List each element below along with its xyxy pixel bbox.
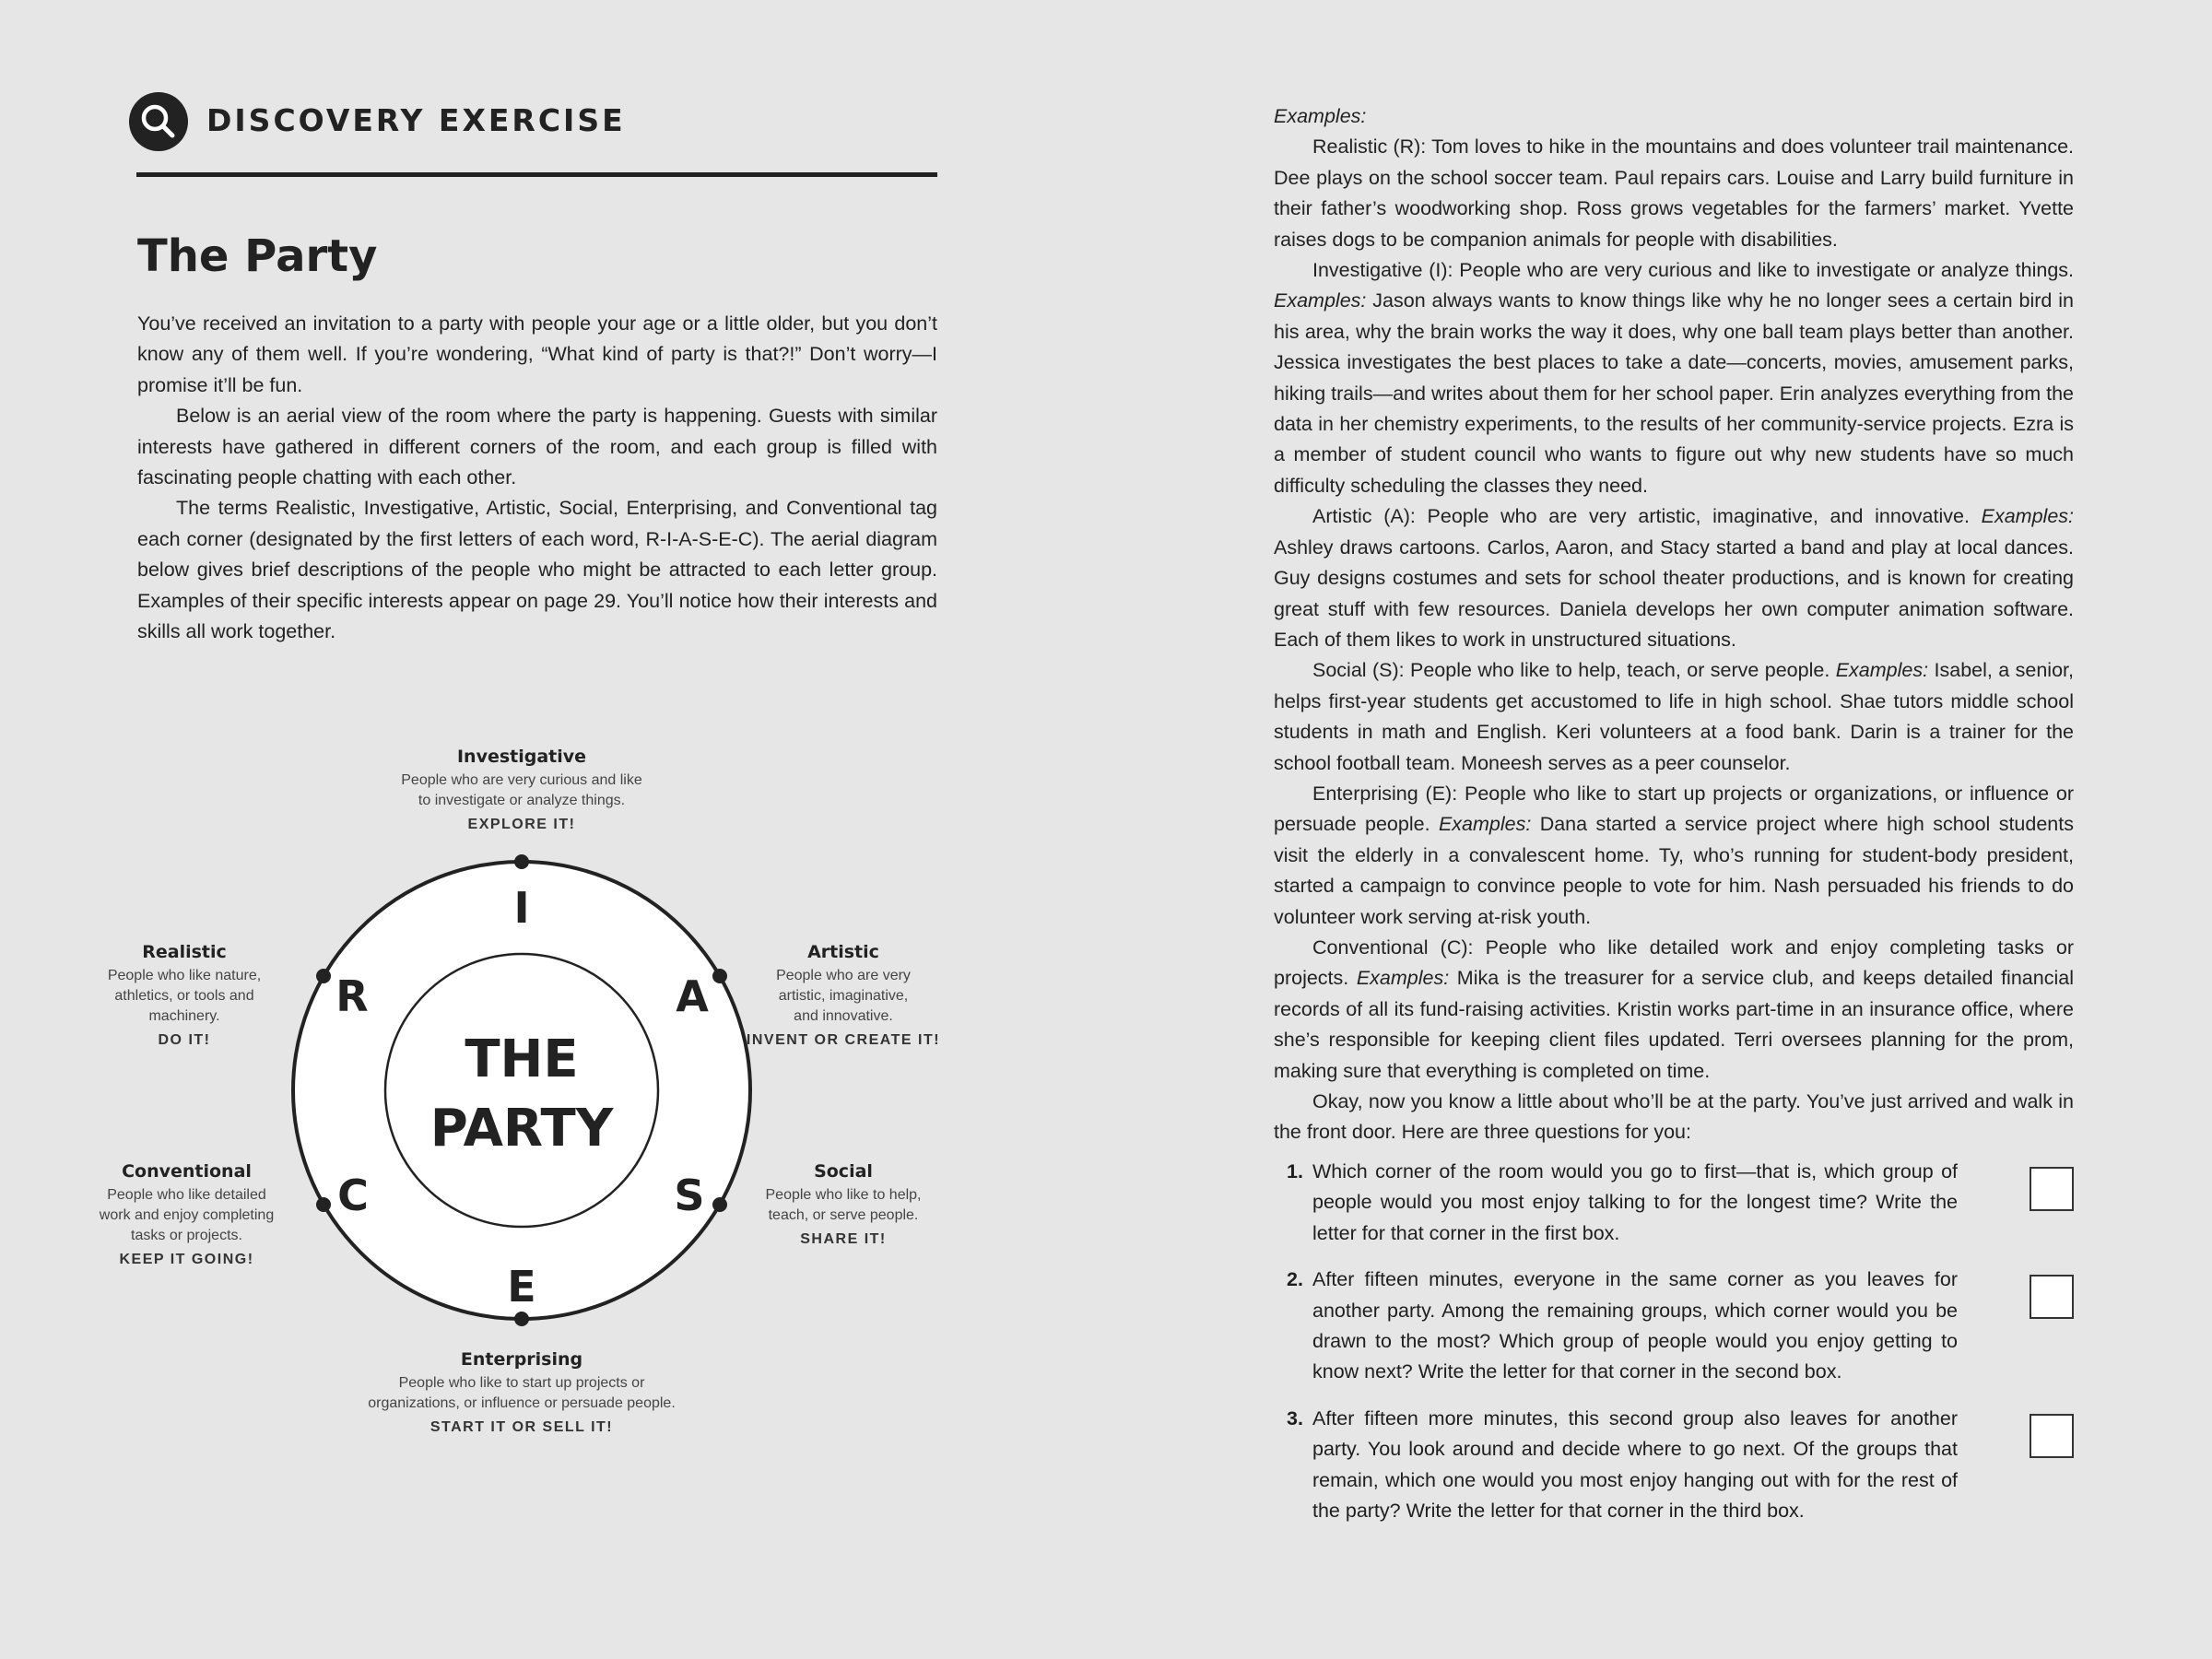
letter-a: A xyxy=(676,971,709,1021)
page-title: The Party xyxy=(137,230,378,282)
label-realistic xyxy=(88,942,281,1049)
artistic-examples-lead: Artistic (A): People who are very artistic, imaginative, and innovative. xyxy=(1312,505,1970,528)
enterprising-examples-lead: Enterprising (E): People who like to start up projects or organizations, or influence or persuade people. xyxy=(1274,782,2074,836)
letter-i: I xyxy=(513,883,530,933)
ring-dot-r xyxy=(316,969,331,983)
artistic-title: Artistic xyxy=(807,942,879,962)
conventional-examples-label: Examples: xyxy=(1356,967,1450,990)
artistic-examples-label: Examples: xyxy=(1981,505,2074,528)
social-examples xyxy=(1274,655,2074,779)
investigative-examples-body: Jason always wants to know things like why he no longer sees a certain bird in his area, why the brain works the way it does, why one ball team plays better than another. Jessica investigates the best places to take a date—concerts, movies, amusement parks, hiking trails—and writes about them for her school paper. Erin analyzes everything from the data in her chemistry experiments, to the results of her community-service projects. Ezra is a member of student council who wants to figure out why new students have so much difficulty scheduling the classes they need. xyxy=(1274,289,2074,497)
enterprising-desc-1: People who like to start up projects or xyxy=(398,1375,645,1391)
social-desc-2: teach, or serve people. xyxy=(768,1207,919,1223)
investigative-desc-2: to investigate or analyze things. xyxy=(418,793,626,808)
investigative-examples-label: Examples: xyxy=(1274,289,1367,312)
enterprising-examples xyxy=(1274,779,2074,933)
answer-box-1[interactable] xyxy=(2030,1167,2074,1211)
party-diagram xyxy=(74,737,977,1456)
intro-paragraph-2: Below is an aerial view of the room where the party is happening. Guests with similar interests have gathered in different corners of the room, and each group is filled with fascinating people chatting with each other. xyxy=(137,405,937,489)
examples-text xyxy=(1274,101,2074,1148)
realistic-desc-2: athletics, or tools and xyxy=(114,988,254,1004)
conventional-examples xyxy=(1274,933,2074,1087)
label-social xyxy=(747,1161,940,1248)
question-list xyxy=(1274,1157,2074,1542)
letter-e: E xyxy=(507,1262,536,1312)
artistic-desc-2: artistic, imaginative, xyxy=(778,988,909,1004)
examples-label xyxy=(1274,101,2074,132)
social-examples-label: Examples: xyxy=(1835,659,1929,682)
realistic-desc-1: People who like nature, xyxy=(107,968,262,983)
question-2-number: 2. xyxy=(1287,1268,1303,1291)
ring-dot-s xyxy=(712,1197,727,1212)
question-1 xyxy=(1274,1157,2074,1249)
section-header xyxy=(129,90,937,179)
question-1-number: 1. xyxy=(1287,1160,1303,1182)
realistic-title: Realistic xyxy=(142,942,227,962)
realistic-examples: Realistic (R): Tom loves to hike in the mountains and does volunteer trail maintenance. Dee plays on the school soccer team. Paul repairs cars. Louise and Larry build furniture in their father’s woodworking shop. Ross grows vegetables for the farmers’ market. Yvette raises dogs to be companion animals for people with disabilities. xyxy=(1274,135,2074,251)
question-1-text: Which corner of the room would you go to first—that is, which group of people would you most enjoy talking to for the longest time? Write the letter for that corner in the first box. xyxy=(1312,1160,1958,1244)
enterprising-examples-label: Examples: xyxy=(1438,813,1532,836)
letter-c: C xyxy=(337,1171,369,1220)
ring-dot-i xyxy=(514,854,529,869)
conventional-desc-3: tasks or projects. xyxy=(131,1228,242,1243)
question-2 xyxy=(1274,1265,2074,1388)
enterprising-title: Enterprising xyxy=(460,1349,583,1370)
conventional-cta: KEEP IT GOING! xyxy=(119,1252,254,1267)
center-text-the: THE xyxy=(465,1030,579,1089)
label-artistic xyxy=(746,942,941,1049)
ring-dot-e xyxy=(514,1312,529,1326)
magnifier-icon xyxy=(129,92,188,151)
social-desc-1: People who like to help, xyxy=(765,1187,922,1203)
enterprising-examples-body: Dana started a service project where high school students visit the elderly in a convalescent home. Ty, who’s running for student-body president, started a campaign to convince people to vote for him. Nash persuaded his friends to do volunteer work serving at-risk youth. xyxy=(1274,813,2074,928)
header-rule xyxy=(136,172,937,177)
question-3 xyxy=(1274,1404,2074,1527)
conventional-desc-1: People who like detailed xyxy=(107,1187,266,1203)
social-examples-lead: Social (S): People who like to help, teach, or serve people. xyxy=(1312,659,1830,682)
label-conventional xyxy=(74,1161,300,1268)
artistic-examples xyxy=(1274,501,2074,655)
conventional-title: Conventional xyxy=(122,1161,252,1182)
label-investigative xyxy=(356,747,688,833)
investigative-desc-1: People who are very curious and like xyxy=(401,772,642,788)
social-cta: SHARE IT! xyxy=(800,1231,887,1247)
realistic-desc-3: machinery. xyxy=(148,1008,220,1024)
artistic-desc-3: and innovative. xyxy=(794,1008,893,1024)
letter-r: R xyxy=(335,971,369,1021)
center-text-party: PARTY xyxy=(429,1099,614,1159)
closing-paragraph: Okay, now you know a little about who’ll be at the party. You’ve just arrived and walk in the front door. Here are three questions for you: xyxy=(1274,1090,2074,1144)
social-title: Social xyxy=(814,1161,873,1182)
conventional-desc-2: work and enjoy completing xyxy=(99,1207,275,1223)
conventional-examples-body: Mika is the treasurer for a service club, and keeps detailed financial records of all its fund-raising activities. Kristin works part-time in an insurance office, where she’s responsible for keeping client files updated. Terri oversees planning for the prom, making sure that everything is completed on time. xyxy=(1274,967,2074,1082)
realistic-cta: DO IT! xyxy=(158,1032,211,1048)
artistic-examples-body: Ashley draws cartoons. Carlos, Aaron, and Stacy started a band and play at local dances. Guy designs costumes and sets for school theater productions, and is known for creating great stuff with few resources. Daniela develops her own computer animation software. Each of them likes to work in unstructured situations. xyxy=(1274,535,2074,651)
enterprising-cta: START IT OR SELL IT! xyxy=(429,1419,614,1435)
question-2-text: After fifteen minutes, everyone in the same corner as you leaves for another party. Among the remaining groups, which corner would you be drawn to the most? Which group of people would you enjoy getting to know next? Write the letter for that corner in the second box. xyxy=(1312,1268,1958,1383)
intro-paragraph-1: You’ve received an invitation to a party with people your age or a little older, but you don’t know any of them well. If you’re wondering, “What kind of party is that?!” Don’t worry—I promise it’ll be fun. xyxy=(137,312,937,396)
artistic-desc-1: People who are very xyxy=(776,968,911,983)
ring-dot-c xyxy=(316,1197,331,1212)
answer-box-2[interactable] xyxy=(2030,1275,2074,1319)
party-ring xyxy=(74,737,977,1456)
investigative-examples-lead: Investigative (I): People who are very curious and like to investigate or analyze things. xyxy=(1312,259,2074,282)
social-examples-body: Isabel, a senior, helps first-year students get accustomed to life in high school. Shae tutors middle school students in math and English. Keri volunteers at a food bank. Darin is a trainer for the school football team. Moneesh serves as a peer counselor. xyxy=(1274,659,2074,774)
section-title: DISCOVERY EXERCISE xyxy=(206,102,626,138)
ring-dot-a xyxy=(712,969,727,983)
answer-box-3[interactable] xyxy=(2030,1414,2074,1458)
examples-label-text: Examples: xyxy=(1274,105,1367,127)
question-3-text: After fifteen more minutes, this second group also leaves for another party. You look around and decide where to go next. Of the groups that remain, which one would you most enjoy hanging out with for the rest of the party? Write the letter for that corner in the third box. xyxy=(1312,1406,1958,1523)
investigative-title: Investigative xyxy=(456,747,587,767)
label-enterprising xyxy=(319,1349,724,1436)
artistic-cta: INVENT OR CREATE IT! xyxy=(746,1032,941,1048)
enterprising-desc-2: organizations, or influence or persuade people. xyxy=(368,1395,676,1411)
investigative-examples xyxy=(1274,255,2074,501)
conventional-examples-lead: Conventional (C): People who like detailed work and enjoy completing tasks or projects. xyxy=(1274,935,2074,990)
intro-paragraph-3: The terms Realistic, Investigative, Artistic, Social, Enterprising, and Conventional tag each corner (designated by the first letters of each word, R-I-A-S-E-C). The aerial diagram below gives brief descriptions of the people who might be attracted to each letter group. Examples of their specific interests appear on page 29. You’ll notice how their interests and skills all work together. xyxy=(137,497,937,643)
investigative-cta: EXPLORE IT! xyxy=(467,817,576,832)
intro-text xyxy=(137,309,937,647)
question-3-number: 3. xyxy=(1287,1406,1303,1430)
letter-s: S xyxy=(674,1171,705,1220)
